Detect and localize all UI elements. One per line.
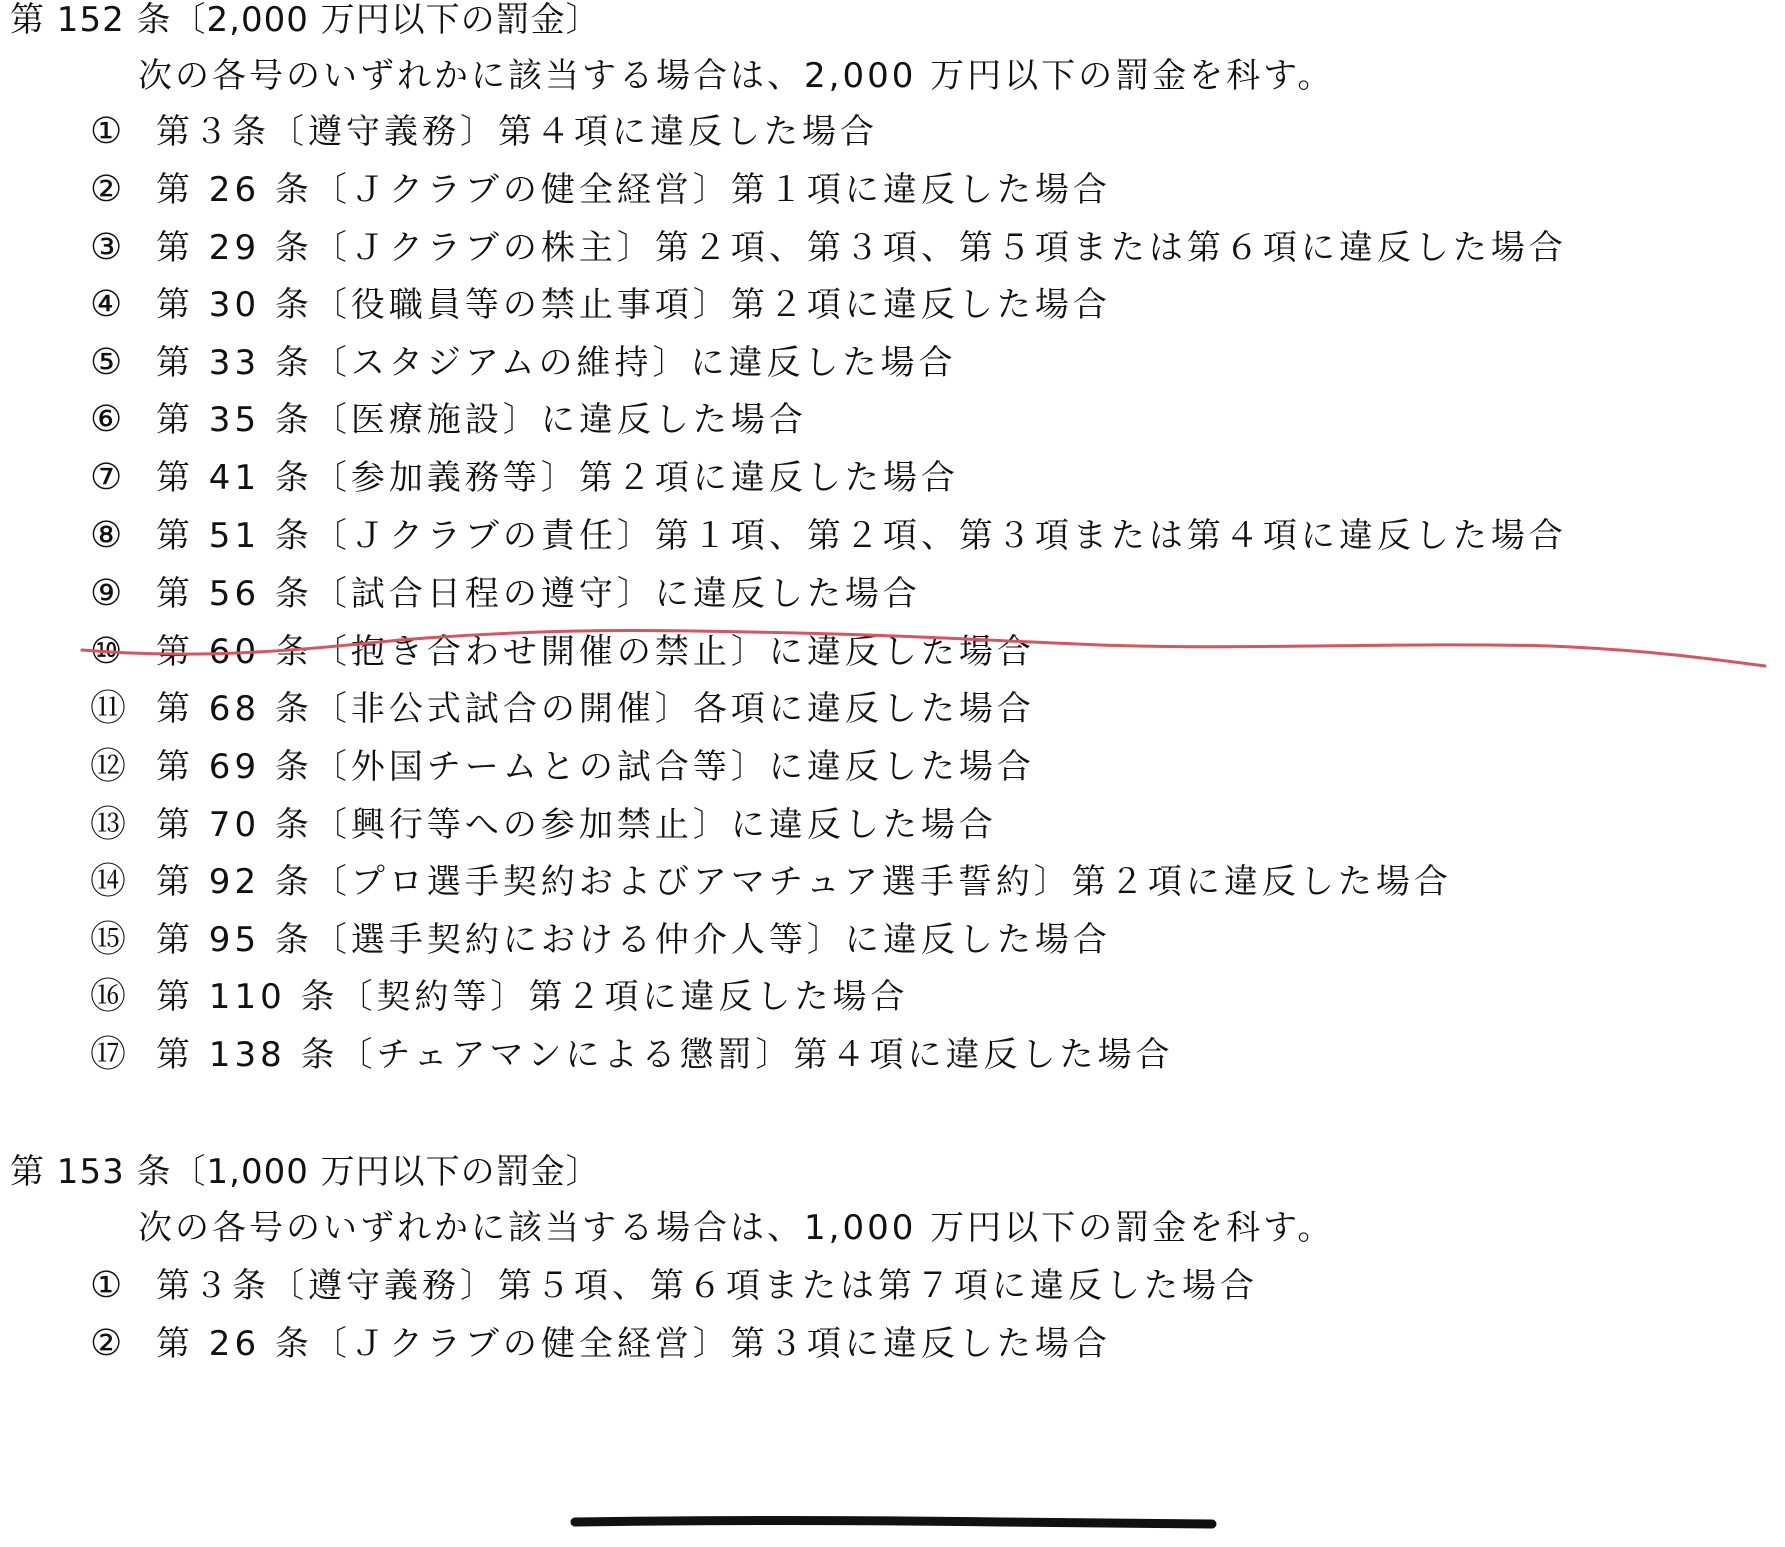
item-text: 第 30 条〔役職員等の禁止事項〕第２項に違反した場合 [156,285,1111,325]
item-text: 第 29 条〔Ｊクラブの株主〕第２項、第３項、第５項または第６項に違反した場合 [156,228,1567,268]
item-text: 第 33 条〔スタジアムの維持〕に違反した場合 [156,343,957,383]
item-number: ③ [90,227,127,268]
item-number: ⑧ [90,515,127,556]
article-152-item-8 [90,512,1567,560]
item-number: ⑩ [90,631,127,672]
item-number: ⑫ [90,746,131,787]
article-152-item-13 [90,801,997,849]
item-number: ⑦ [90,457,127,498]
article-152-item-6 [90,396,807,444]
article-153-item-1 [90,1262,1258,1310]
article-152-heading: 第 152 条〔2,000 万円以下の罰金〕 [10,0,601,40]
item-number: ⑰ [90,1034,131,1075]
article-153-heading: 第 153 条〔1,000 万円以下の罰金〕 [10,1152,601,1192]
item-text: 第 51 条〔Ｊクラブの責任〕第１項、第２項、第３項または第４項に違反した場合 [156,516,1567,556]
item-number: ⑯ [90,976,131,1017]
item-number: ④ [90,284,127,325]
item-number: ⑮ [90,919,131,960]
item-text: 第 26 条〔Ｊクラブの健全経営〕第３項に違反した場合 [156,1324,1111,1364]
item-number: ⑤ [90,342,127,383]
article-152-item-11 [90,685,1035,733]
item-text: 第 138 条〔チェアマンによる懲罰〕第４項に違反した場合 [156,1035,1174,1075]
article-152-item-1 [90,108,878,156]
article-152-item-16 [90,973,909,1021]
item-number: ⑭ [90,861,131,902]
article-152-item-14 [90,858,1452,906]
item-text: 第 69 条〔外国チームとの試合等〕に違反した場合 [156,747,1035,787]
item-number: ⑥ [90,399,127,440]
item-text: 第 35 条〔医療施設〕に違反した場合 [156,400,807,440]
item-number: ② [90,169,127,210]
item-number: ⑬ [90,804,131,845]
article-152-item-12 [90,743,1035,791]
item-number: ② [90,1323,127,1364]
item-text: 第 41 条〔参加義務等〕第２項に違反した場合 [156,458,959,498]
article-152-item-4 [90,281,1111,329]
item-text: 第３条〔遵守義務〕第４項に違反した場合 [156,112,878,152]
item-number: ① [90,1265,127,1306]
article-152-item-7 [90,454,959,502]
article-153-intro: 次の各号のいずれかに該当する場合は、1,000 万円以下の罰金を科す。 [138,1208,1335,1248]
item-text: 第 60 条〔抱き合わせ開催の禁止〕に違反した場合 [156,632,1035,672]
article-152-item-3 [90,224,1567,272]
article-152-intro: 次の各号のいずれかに該当する場合は、2,000 万円以下の罰金を科す。 [138,56,1335,96]
item-text: 第 92 条〔プロ選手契約およびアマチュア選手誓約〕第２項に違反した場合 [156,862,1452,902]
item-text: 第 56 条〔試合日程の遵守〕に違反した場合 [156,574,921,614]
item-text: 第 26 条〔Ｊクラブの健全経営〕第１項に違反した場合 [156,170,1111,210]
article-152-item-10 [90,628,1035,676]
article-152-item-17 [90,1031,1174,1079]
item-text: 第 110 条〔契約等〕第２項に違反した場合 [156,977,909,1017]
item-number: ⑨ [90,573,127,614]
item-text: 第 95 条〔選手契約における仲介人等〕に違反した場合 [156,920,1111,960]
article-152-item-2 [90,166,1111,214]
item-text: 第３条〔遵守義務〕第５項、第６項または第７項に違反した場合 [156,1266,1258,1306]
item-text: 第 68 条〔非公式試合の開催〕各項に違反した場合 [156,689,1035,729]
item-number: ⑪ [90,688,131,729]
item-text: 第 70 条〔興行等への参加禁止〕に違反した場合 [156,805,997,845]
article-153-item-2 [90,1320,1111,1368]
item-number: ① [90,111,127,152]
black-strikethrough-mark [575,1521,1212,1525]
article-152-item-5 [90,339,957,387]
article-152-item-15 [90,916,1111,964]
article-152-item-9 [90,570,921,618]
